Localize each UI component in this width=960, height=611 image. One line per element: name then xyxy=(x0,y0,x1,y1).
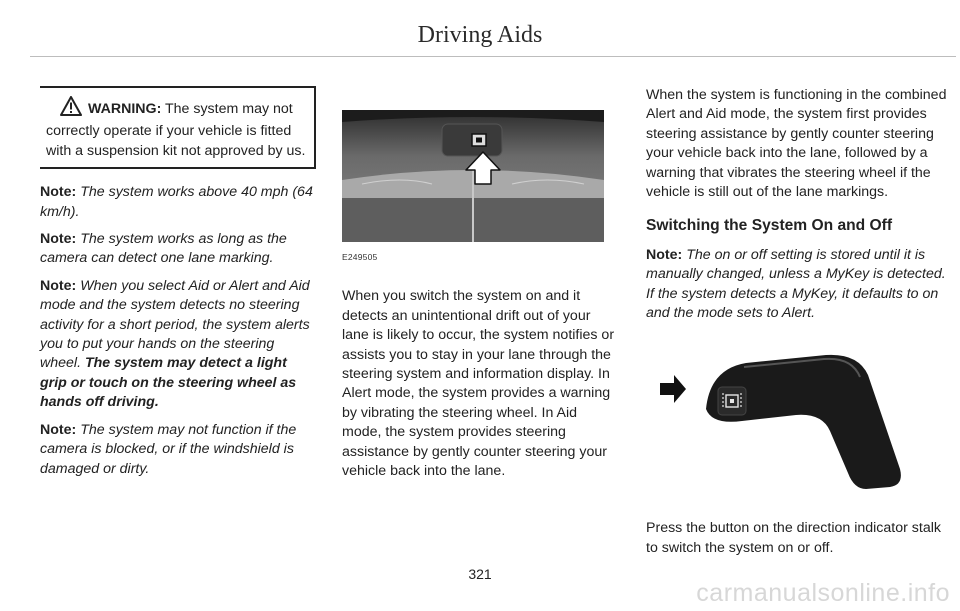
column-middle xyxy=(342,86,620,489)
note-text: The system works above 40 mph (64 km/h). xyxy=(40,184,313,220)
pointer-arrow-icon xyxy=(660,375,686,403)
indicator-stalk-illustration xyxy=(646,349,916,489)
body-paragraph: When the system is functioning in the combined Alert and Aid mode, the system first provides steering assistance by gently counter steering your vehicle back into the lane, followed by a warning that vibrates the steering wheel if the vehicle is still out of the lane markings. xyxy=(646,87,947,201)
column-left xyxy=(40,86,316,487)
note-text: The on or off setting is stored until it is manually changed, unless a MyKey is detected. If the system detects a MyKey, it defaults to on and the mode sets to Alert. xyxy=(646,246,946,322)
note-2 xyxy=(40,230,316,269)
note-emphasis: The system may detect a light grip or touch on the steering wheel as hands off driving. xyxy=(40,355,297,411)
note-1 xyxy=(40,183,316,222)
note-label: Note: xyxy=(40,184,77,201)
closing-paragraph: Press the button on the direction indicator stalk to switch the system on or off. xyxy=(646,520,941,556)
note-4 xyxy=(40,421,316,479)
watermark: carmanualsonline.info xyxy=(696,579,950,607)
warning-triangle-icon xyxy=(60,96,82,122)
note-text: The system may not function if the camera is blocked, or if the windshield is damaged or dirty. xyxy=(40,421,297,477)
note-label: Note: xyxy=(40,421,77,438)
lane-camera-icon xyxy=(342,110,604,242)
warning-text: The system may not correctly operate if your vehicle is fitted with a suspension kit not approved by us. xyxy=(46,101,306,159)
warning-box xyxy=(40,86,316,169)
windshield-camera-illustration xyxy=(342,110,604,242)
lane-keeping-button-icon xyxy=(723,393,741,409)
note-label: Note: xyxy=(40,231,77,248)
note-text: When you select Aid or Alert and Aid mode and the system detects no steering activity for a short period, the system alerts you to put your hands on the steering wheel. xyxy=(40,277,310,372)
note-3 xyxy=(40,277,316,413)
direction-indicator-stalk xyxy=(706,355,901,489)
section-heading: Switching the System On and Off xyxy=(646,217,893,235)
warning-label: WARNING: xyxy=(88,101,162,117)
note-label: Note: xyxy=(646,246,683,263)
note-label: Note: xyxy=(40,277,77,294)
note-text: The system works as long as the camera can detect one lane marking. xyxy=(40,231,287,267)
header-divider xyxy=(30,56,956,57)
page-title: Driving Aids xyxy=(417,22,543,48)
body-paragraph: When you switch the system on and it detects an unintentional drift out of your lane is likely to occur, the system notifies or assists you to stay in your lane through the steering system and information display. In Alert mode, the system provides a warning by vibrating the steering wheel. In Aid mode, the system provides steering assistance by gently counter steering your vehicle back into the lane. xyxy=(342,288,615,480)
figure-code: E249505 xyxy=(342,252,378,262)
note-mykey xyxy=(646,246,952,324)
column-right xyxy=(646,86,952,566)
page-number: 321 xyxy=(468,566,492,582)
